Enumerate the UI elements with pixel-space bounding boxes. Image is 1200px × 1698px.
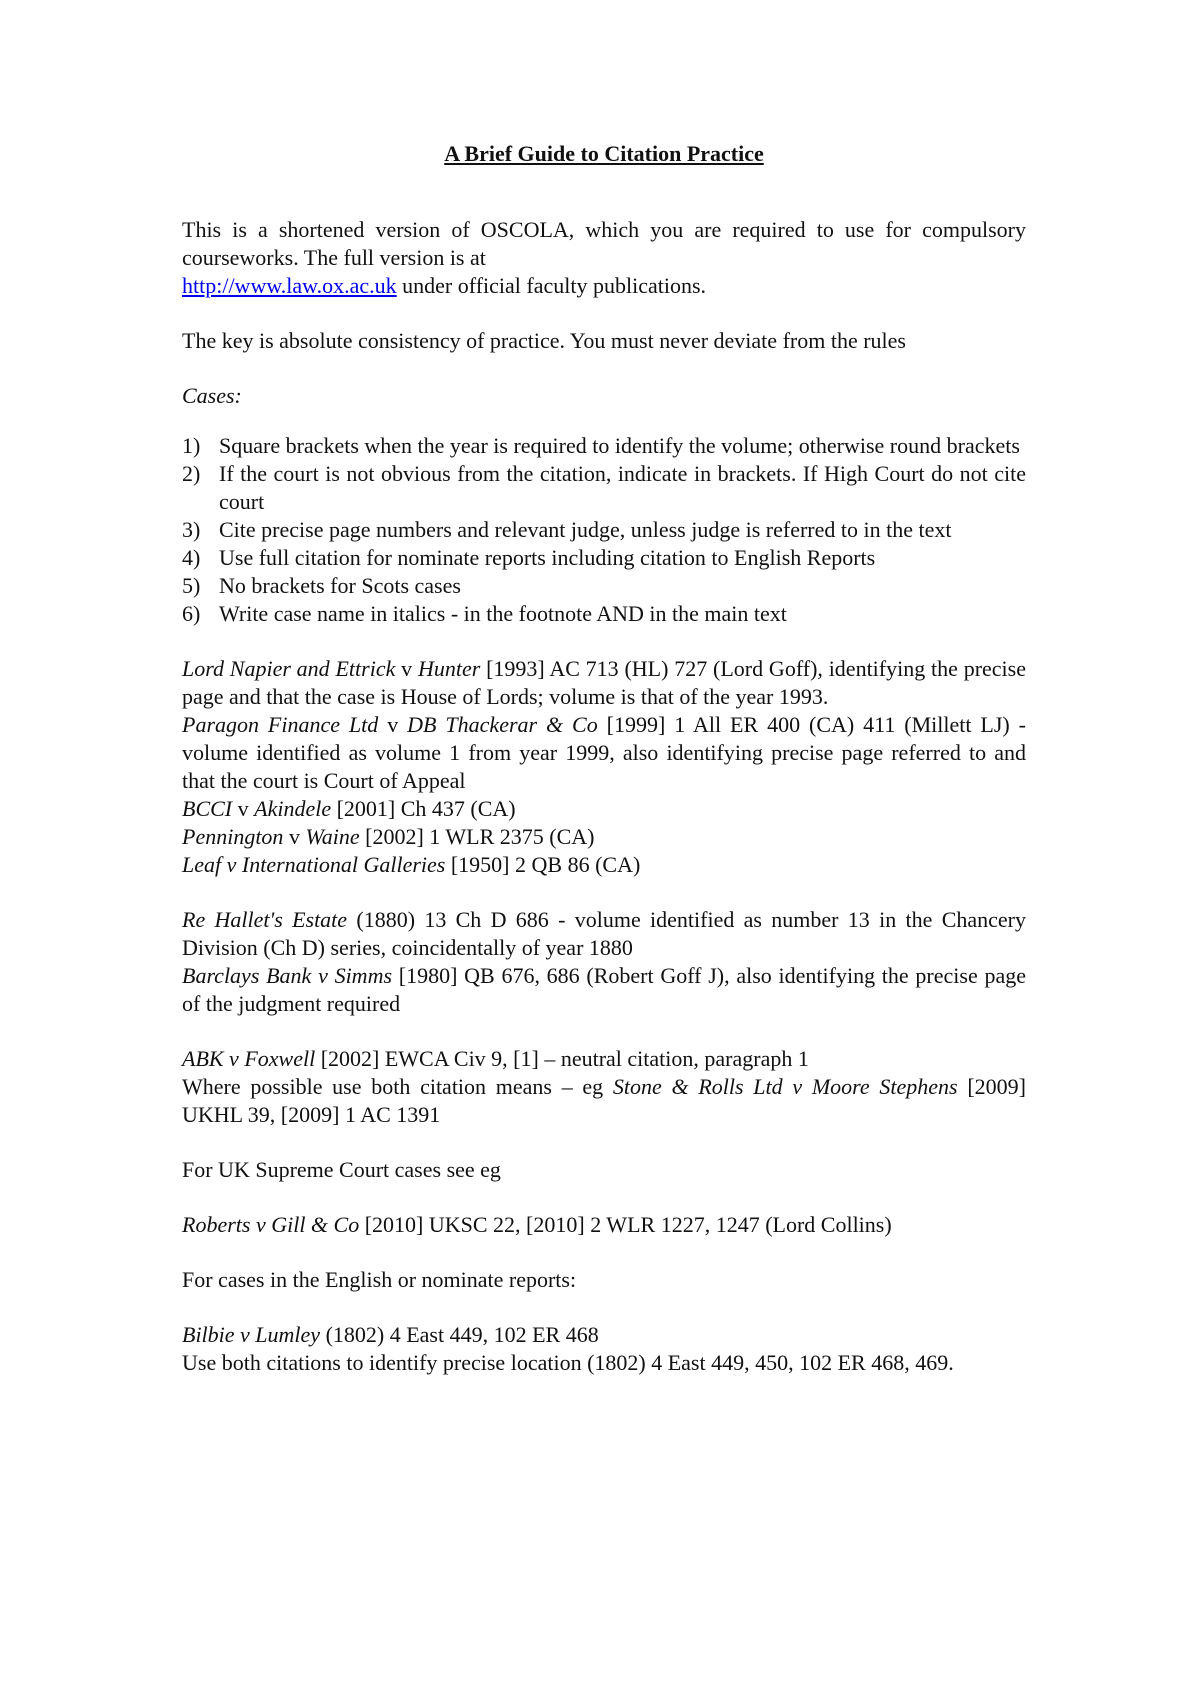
case-party: BCCI <box>182 796 233 821</box>
case-party: Paragon Finance Ltd <box>182 712 379 737</box>
bilbie-note: Use both citations to identify precise location (1802) 4 East 449, 450, 102 ER 468, 469. <box>182 1350 954 1375</box>
list-item-text: Use full citation for nominate reports including citation to English Reports <box>219 545 876 570</box>
case-party: Hunter <box>417 656 481 681</box>
case-party: Akindele <box>254 796 332 821</box>
example-bcci <box>182 795 1026 823</box>
list-item-number: 1) <box>182 433 201 458</box>
case-party: Pennington <box>182 824 284 849</box>
citation-text: [2010] UKSC 22, [2010] 2 WLR 1227, 1247 (Lord Collins) <box>359 1212 892 1237</box>
list-item-number: 2) <box>182 461 201 486</box>
example-hallet <box>182 906 1026 962</box>
case-name: Stone & Rolls Ltd v Moore Stephens <box>612 1074 958 1099</box>
rules-list <box>182 432 1026 628</box>
intro-text: This is a shortened version of OSCOLA, which you are required to use for compulsory courseworks. The full version is at <box>182 217 1026 270</box>
citation-text: (1880) 13 Ch D 686 - volume identified as number 13 in the Chancery Division (Ch D) series, coincidentally of year 1880 <box>182 907 1026 960</box>
example-bilbie <box>182 1321 1026 1349</box>
case-versus: v <box>378 712 408 737</box>
citation-text: [2002] 1 WLR 2375 (CA) <box>359 824 595 849</box>
list-item <box>182 460 1026 516</box>
example-abk <box>182 1045 1026 1073</box>
citation-text: [2009] UKHL 39, [2009] 1 AC 1391 <box>182 1074 1026 1127</box>
english-reports-intro: For cases in the English or nominate reports: <box>182 1267 577 1292</box>
example-napier <box>182 655 1026 711</box>
example-leaf <box>182 851 1026 879</box>
document-page <box>182 140 1026 1377</box>
list-item <box>182 516 1026 544</box>
case-party: Waine <box>305 824 360 849</box>
list-item-text: If the court is not obvious from the citation, indicate in brackets. If High Court do not cite court <box>219 461 1026 514</box>
case-name: Roberts v Gill & Co <box>182 1212 360 1237</box>
case-name: ABK v Foxwell <box>182 1046 316 1071</box>
intro-after-link: under official faculty publications. <box>396 273 707 298</box>
citation-text: [1993] AC 713 (HL) 727 (Lord Goff), identifying the precise page and that the case is House of Lords; volume is that of the year 1993. <box>182 656 1026 709</box>
cases-heading: Cases: <box>182 383 242 408</box>
example-pennington <box>182 823 1026 851</box>
case-party: Lord Napier and Ettrick <box>182 656 396 681</box>
list-item-text: No brackets for Scots cases <box>219 573 461 598</box>
citation-intro: Where possible use both citation means – eg <box>182 1074 613 1099</box>
examples-group-1 <box>182 655 1026 879</box>
citation-text: [2001] Ch 437 (CA) <box>331 796 516 821</box>
key-sentence: The key is absolute consistency of practice. You must never deviate from the rules <box>182 328 906 353</box>
example-roberts <box>182 1211 1026 1239</box>
list-item <box>182 544 1026 572</box>
list-item-text: Square brackets when the year is required to identify the volume; otherwise round brackets <box>219 433 1020 458</box>
citation-text: [1980] QB 676, 686 (Robert Goff J), also identifying the precise page of the judgment required <box>182 963 1026 1016</box>
case-party: DB Thackerar & Co <box>407 712 598 737</box>
list-item <box>182 432 1026 460</box>
case-versus: v <box>283 824 306 849</box>
list-item-number: 4) <box>182 545 201 570</box>
uksc-intro: For UK Supreme Court cases see eg <box>182 1157 501 1182</box>
list-item-number: 5) <box>182 573 201 598</box>
list-item-number: 6) <box>182 601 201 626</box>
document-title: A Brief Guide to Citation Practice <box>444 141 764 166</box>
citation-text: (1802) 4 East 449, 102 ER 468 <box>320 1322 599 1347</box>
list-item <box>182 600 1026 628</box>
case-versus: v <box>395 656 418 681</box>
case-name: Barclays Bank v Simms <box>182 963 393 988</box>
examples-group-4 <box>182 1321 1026 1377</box>
list-item-text: Write case name in italics - in the footnote AND in the main text <box>219 601 787 626</box>
citation-text: [1999] 1 All ER 400 (CA) 411 (Millett LJ) - volume identified as volume 1 from year 1999, also identifying precise page referred to and that the court is Court of Appeal <box>182 712 1027 793</box>
example-paragon <box>182 711 1026 795</box>
citation-text: [1950] 2 QB 86 (CA) <box>445 852 641 877</box>
case-name: Bilbie v Lumley <box>182 1322 321 1347</box>
case-versus: v <box>232 796 255 821</box>
list-item <box>182 572 1026 600</box>
list-item-text: Cite precise page numbers and relevant judge, unless judge is referred to in the text <box>219 517 952 542</box>
list-item-number: 3) <box>182 517 201 542</box>
examples-group-3 <box>182 1045 1026 1129</box>
case-name: Re Hallet's Estate <box>182 907 348 932</box>
intro-paragraph <box>182 216 1026 300</box>
example-barclays <box>182 962 1026 1018</box>
case-name: Leaf v International Galleries <box>182 852 446 877</box>
citation-text: [2002] EWCA Civ 9, [1] – neutral citation, paragraph 1 <box>315 1046 809 1071</box>
examples-group-2 <box>182 906 1026 1018</box>
example-stone-rolls <box>182 1073 1026 1129</box>
oxford-law-link[interactable]: http://www.law.ox.ac.uk <box>182 273 397 298</box>
